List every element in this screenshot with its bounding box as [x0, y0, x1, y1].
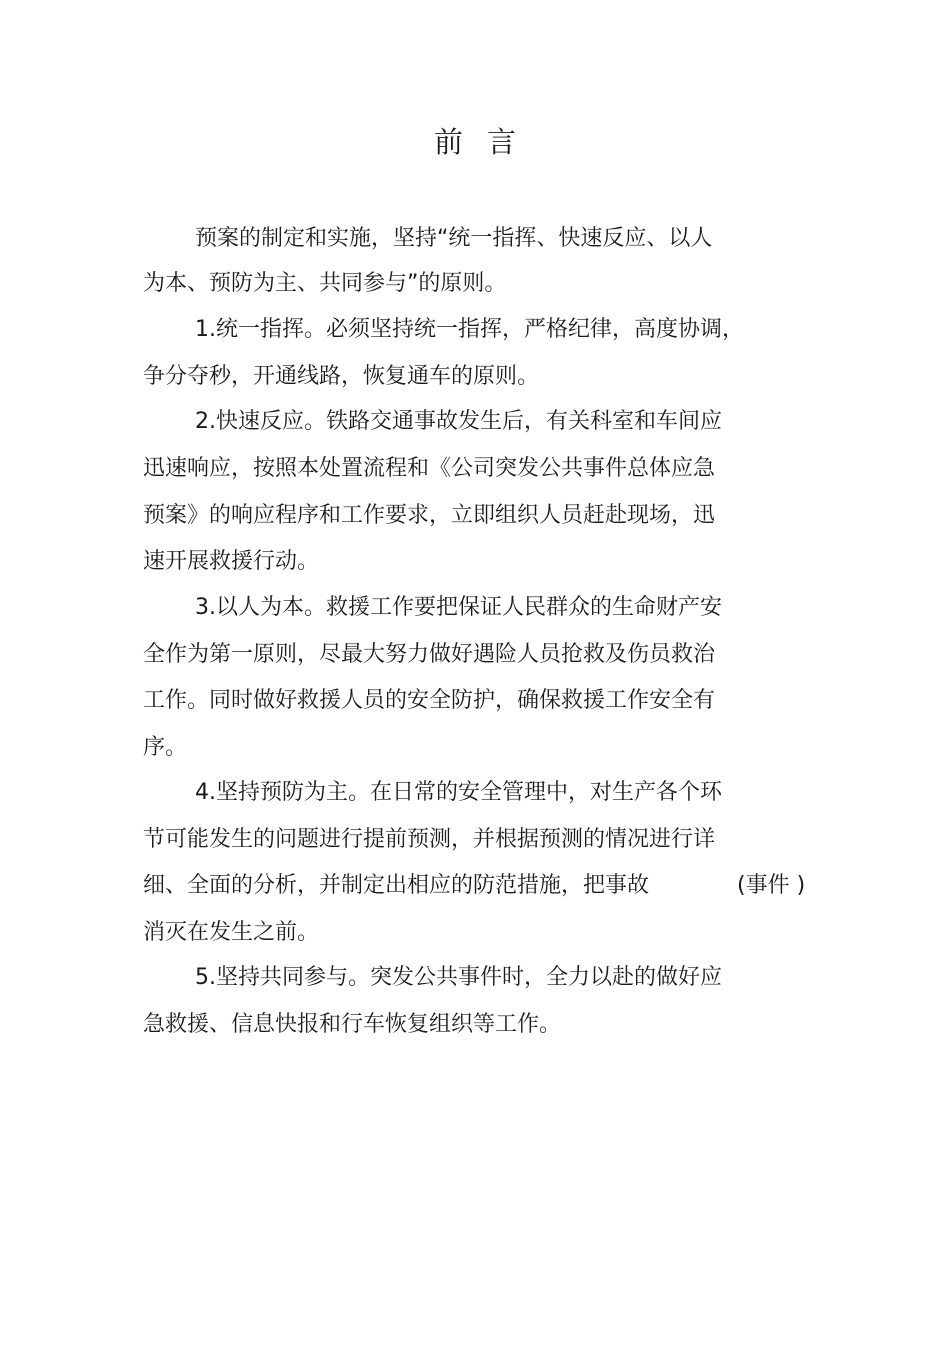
paragraph-intro-line-2: 为本、预防为主、共同参与”的原则。: [143, 271, 507, 296]
paragraph-4-line-4: 消灭在发生之前。: [143, 920, 320, 945]
paragraph-1-line-1: 1.统一指挥。必须坚持统一指挥，严格纪律，高度协调，: [195, 317, 744, 342]
event-note: (事件 ): [737, 873, 806, 898]
paragraph-3-line-3: 工作。同时做好救援人员的安全防护，确保救援工作安全有: [143, 688, 716, 713]
paragraph-1-line-2: 争分夺秒，开通线路，恢复通车的原则。: [143, 364, 540, 389]
paragraph-2-line-1: 2.快速反应。铁路交通事故发生后，有关科室和车间应: [195, 409, 722, 434]
paragraph-4-line-1: 4.坚持预防为主。在日常的安全管理中，对生产各个环: [195, 780, 722, 805]
paragraph-3-line-2: 全作为第一原则，尽最大努力做好遇险人员抢救及伤员救治: [143, 642, 716, 667]
paragraph-3-line-4: 序。: [143, 735, 188, 760]
paragraph-4-line-3: 细、全面的分析，并制定出相应的防范措施，把事故: [143, 873, 650, 898]
paragraph-5-line-2: 急救援、信息快报和行车恢复组织等工作。: [143, 1012, 562, 1037]
paragraph-5-line-1: 5.坚持共同参与。突发公共事件时，全力以赴的做好应: [195, 965, 722, 990]
page-title: 前言: [433, 125, 540, 159]
paragraph-2-line-4: 速开展救援行动。: [143, 549, 320, 574]
paragraph-intro-line-1: 预案的制定和实施，坚持“统一指挥、快速反应、以人: [195, 226, 713, 251]
paragraph-2-line-2: 迅速响应，按照本处置流程和《公司突发公共事件总体应急: [143, 456, 716, 481]
paragraph-2-line-3: 预案》的响应程序和工作要求，立即组织人员赶赴现场，迅: [143, 503, 716, 528]
paragraph-4-line-2: 节可能发生的问题进行提前预测，并根据预测的情况进行详: [143, 827, 716, 852]
paragraph-3-line-1: 3.以人为本。救援工作要把保证人民群众的生命财产安: [195, 595, 722, 620]
